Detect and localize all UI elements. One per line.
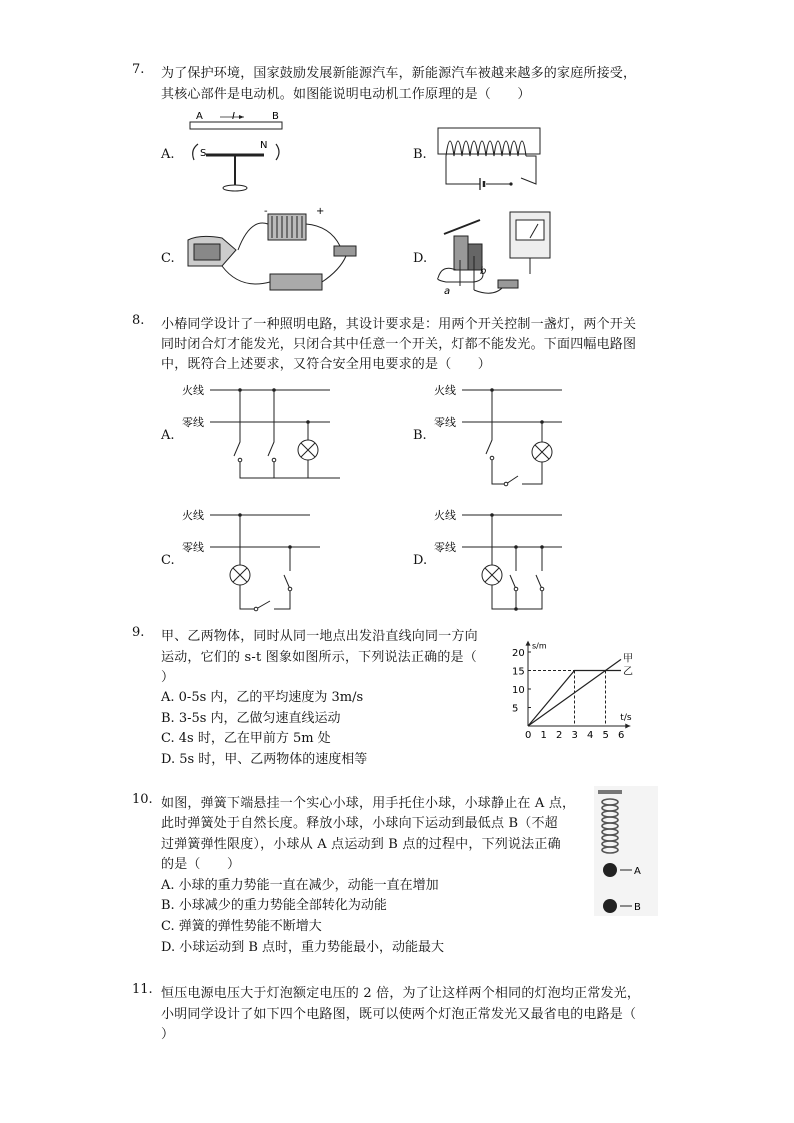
neutral-wire-label: 零线	[182, 416, 204, 429]
series-label-jia: 甲	[623, 653, 633, 665]
label-n: N	[260, 140, 268, 151]
live-wire-label: 火线	[434, 384, 456, 397]
s-t-chart	[506, 622, 654, 746]
option-c-label: C.	[161, 251, 175, 266]
option-a: A. 小球的重力势能一直在减少，动能一直在增加	[161, 878, 439, 893]
option-a-label: A.	[161, 147, 175, 162]
y-tick-label: 20	[512, 648, 525, 659]
question-text: 运动，它们的 s-t 图象如图所示，下列说法正确的是（	[161, 650, 477, 665]
y-tick-label: 15	[512, 666, 525, 678]
option-c: C. 4s 时，乙在甲前方 5m 处	[161, 731, 331, 746]
x-tick-label: 6	[618, 730, 625, 741]
question-number: 8.	[132, 313, 145, 328]
circuit-d	[432, 505, 592, 615]
solenoid-figure	[436, 126, 546, 188]
x-tick-label: 1	[540, 730, 547, 741]
x-tick-label: 2	[556, 730, 563, 741]
circuit-c	[180, 505, 340, 615]
option-c-label: C.	[161, 553, 175, 568]
circuit-a	[180, 380, 340, 480]
question-number: 11.	[132, 982, 153, 997]
question-text: 如图，弹簧下端悬挂一个实心小球，用手托住小球，小球静止在 A 点，	[161, 796, 576, 811]
live-wire-label: 火线	[182, 509, 204, 522]
x-tick-label: 3	[571, 730, 578, 741]
label-s: S	[200, 148, 207, 159]
y-axis-arrow	[526, 641, 531, 646]
label-b: b	[480, 266, 487, 277]
question-number: 7.	[132, 62, 145, 77]
question-text: 为了保护环境，国家鼓励发展新能源汽车，新能源汽车被越来越多的家庭所接受，	[161, 66, 637, 81]
question-text: ）	[161, 670, 175, 685]
point-a-label: A	[634, 866, 641, 877]
label-a: A	[196, 111, 203, 122]
induction-figure	[434, 208, 554, 300]
neutral-wire-label: 零线	[434, 416, 456, 429]
question-text: 过弹簧弹性限度），小球从 A 点运动到 B 点的过程中，下列说法正确	[161, 837, 561, 852]
x-tick-label: 0	[525, 730, 532, 741]
ball-b	[603, 899, 617, 913]
option-b-label: B.	[413, 147, 427, 162]
y-tick-label: 5	[512, 703, 519, 715]
x-tick-label: 4	[587, 730, 594, 741]
spring-figure	[594, 786, 658, 916]
oersted-figure	[180, 108, 300, 196]
question-text: 小椿同学设计了一种照明电路，其设计要求是：用两个开关控制一盏灯，两个开关	[161, 317, 637, 332]
series-label-yi: 乙	[623, 666, 633, 678]
question-text: ）	[161, 1027, 175, 1042]
live-wire-label: 火线	[434, 509, 456, 522]
x-axis-label: t/s	[620, 713, 632, 723]
question-text: 此时弹簧处于自然长度。释放小球，小球向下运动到最低点 B（不超	[161, 816, 558, 831]
question-text: 的是（ ）	[161, 857, 241, 872]
question-number: 10.	[132, 792, 153, 807]
circuit-b	[432, 380, 592, 490]
motor-experiment-figure	[180, 206, 370, 302]
question-text: 小明同学设计了如下四个电路图，既可以使两个灯泡正常发光又最省电的电路是（	[161, 1007, 637, 1022]
option-d-label: D.	[413, 553, 428, 568]
live-wire-label: 火线	[182, 384, 204, 397]
option-c: C. 弹簧的弹性势能不断增大	[161, 919, 322, 934]
label-b: B	[272, 111, 279, 122]
question-text: 中，既符合上述要求，又符合安全用电要求的是（ ）	[161, 357, 492, 372]
neutral-wire-label: 零线	[434, 541, 456, 554]
question-text: 恒压电源电压大于灯泡额定电压的 2 倍，为了让这样两个相同的灯泡均正常发光，	[161, 986, 641, 1001]
question-text: 甲、乙两物体，同时从同一地点出发沿直线向同一方向	[161, 629, 478, 644]
y-tick-label: 10	[512, 685, 525, 696]
option-d: D. 5s 时，甲、乙两物体的速度相等	[161, 752, 368, 767]
option-d-label: D.	[413, 251, 428, 266]
point-b-label: B	[634, 902, 641, 913]
option-b-label: B.	[413, 428, 427, 443]
x-axis-arrow	[625, 724, 630, 729]
y-axis-label: s/m	[532, 641, 547, 651]
option-b: B. 3-5s 内，乙做匀速直线运动	[161, 711, 341, 726]
neutral-wire-label: 零线	[182, 541, 204, 554]
option-a: A. 0-5s 内，乙的平均速度为 3m/s	[161, 690, 364, 705]
question-text: 同时闭合灯才能发光，只闭合其中任意一个开关，灯都不能发光。下面四幅电路图	[161, 337, 637, 352]
option-b: B. 小球减少的重力势能全部转化为动能	[161, 898, 387, 913]
svg-text:+: +	[316, 206, 325, 217]
label-a: a	[444, 286, 451, 297]
question-text: 其核心部件是电动机。如图能说明电动机工作原理的是（ ）	[161, 87, 531, 102]
ball-a	[603, 863, 617, 877]
option-d: D. 小球运动到 B 点时，重力势能最小，动能最大	[161, 940, 445, 955]
x-tick-label: 5	[602, 730, 609, 741]
question-number: 9.	[132, 625, 145, 640]
svg-text:-: -	[264, 206, 268, 217]
option-a-label: A.	[161, 428, 175, 443]
label-current: I	[232, 111, 235, 122]
